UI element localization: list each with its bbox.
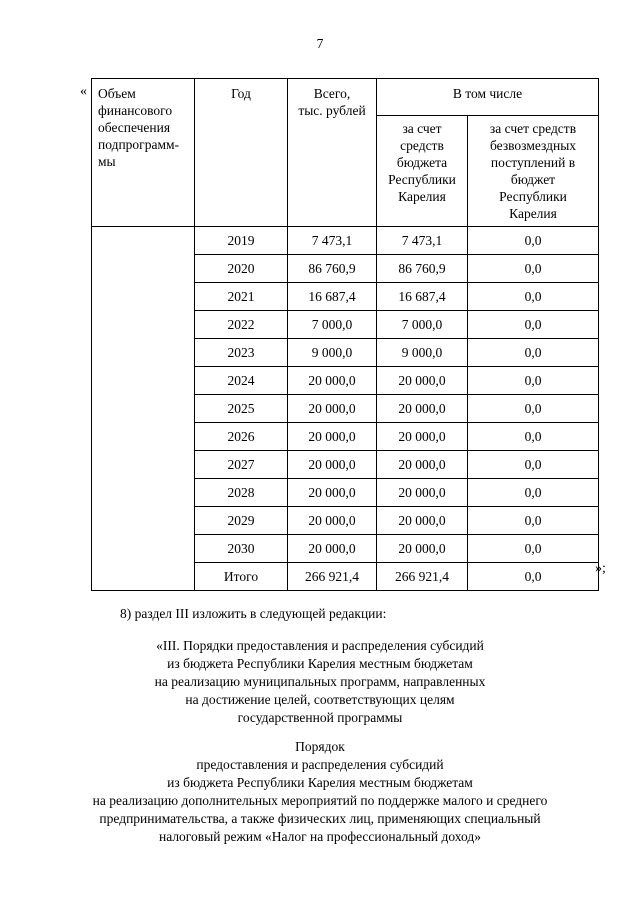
republic-budget-cell: 20 000,0	[377, 395, 468, 423]
total-header: Всего, тыс. рублей	[288, 79, 377, 227]
republic-budget-cell: 7 000,0	[377, 311, 468, 339]
total-cell: 7 473,1	[288, 227, 377, 255]
table-header-row	[92, 79, 599, 116]
total-cell: 266 921,4	[288, 563, 377, 591]
grants-cell: 0,0	[468, 451, 599, 479]
total-cell: 20 000,0	[288, 423, 377, 451]
funding-volume-body-cell	[92, 227, 195, 591]
grants-cell: 0,0	[468, 255, 599, 283]
grants-cell: 0,0	[468, 563, 599, 591]
year-cell: 2019	[195, 227, 288, 255]
year-header: Год	[195, 79, 288, 227]
closing-quote: »;	[595, 561, 606, 576]
total-cell: 86 760,9	[288, 255, 377, 283]
grants-cell: 0,0	[468, 479, 599, 507]
total-cell: 20 000,0	[288, 367, 377, 395]
republic-budget-cell: 86 760,9	[377, 255, 468, 283]
year-cell: 2026	[195, 423, 288, 451]
republic-budget-cell: 20 000,0	[377, 451, 468, 479]
year-cell: 2028	[195, 479, 288, 507]
grants-cell: 0,0	[468, 395, 599, 423]
year-cell: 2025	[195, 395, 288, 423]
year-cell: 2022	[195, 311, 288, 339]
year-cell: 2024	[195, 367, 288, 395]
republic-budget-cell: 9 000,0	[377, 339, 468, 367]
year-cell: 2023	[195, 339, 288, 367]
year-cell: 2020	[195, 255, 288, 283]
year-cell: Итого	[195, 563, 288, 591]
table-row	[92, 227, 599, 255]
procedure-heading: Порядок предоставления и распределения субсидий из бюджета Республики Карелия местным бюджетам на реализацию дополнительных мероприятий по поддержке малого и среднего предпринимательства, а также физических лиц, применяющих специальный налоговый режим «Налог на профессиональный доход»	[92, 739, 548, 844]
year-cell: 2030	[195, 535, 288, 563]
including-group-header: В том числе	[377, 79, 599, 116]
funding-volume-header: Объем финансового обеспечения подпрограмм- мы	[92, 79, 195, 227]
total-cell: 7 000,0	[288, 311, 377, 339]
financing-table	[91, 78, 599, 591]
year-cell: 2021	[195, 283, 288, 311]
total-cell: 20 000,0	[288, 535, 377, 563]
republic-budget-header: за счет средств бюджета Республики Карелия	[377, 116, 468, 227]
republic-budget-cell: 16 687,4	[377, 283, 468, 311]
republic-budget-cell: 7 473,1	[377, 227, 468, 255]
total-cell: 20 000,0	[288, 451, 377, 479]
grants-cell: 0,0	[468, 535, 599, 563]
grants-cell: 0,0	[468, 339, 599, 367]
grants-header: за счет средств безвозмездных поступлений в бюджет Республики Карелия	[468, 116, 599, 227]
year-cell: 2029	[195, 507, 288, 535]
opening-quote: «	[80, 84, 87, 99]
grants-cell: 0,0	[468, 423, 599, 451]
section-heading: «III. Порядки предоставления и распределения субсидий из бюджета Республики Карелия местным бюджетам на реализацию муниципальных программ, направленных на достижение целей, соответствующих целям государственной программы	[154, 638, 486, 725]
total-cell: 16 687,4	[288, 283, 377, 311]
republic-budget-cell: 20 000,0	[377, 507, 468, 535]
republic-budget-cell: 20 000,0	[377, 423, 468, 451]
total-cell: 9 000,0	[288, 339, 377, 367]
grants-cell: 0,0	[468, 507, 599, 535]
grants-cell: 0,0	[468, 227, 599, 255]
grants-cell: 0,0	[468, 283, 599, 311]
total-cell: 20 000,0	[288, 479, 377, 507]
paragraph-8: 8) раздел III изложить в следующей редакции:	[120, 606, 387, 621]
republic-budget-cell: 20 000,0	[377, 479, 468, 507]
republic-budget-cell: 266 921,4	[377, 563, 468, 591]
page-number: 7	[316, 36, 324, 51]
grants-cell: 0,0	[468, 367, 599, 395]
total-cell: 20 000,0	[288, 395, 377, 423]
grants-cell: 0,0	[468, 311, 599, 339]
republic-budget-cell: 20 000,0	[377, 367, 468, 395]
republic-budget-cell: 20 000,0	[377, 535, 468, 563]
total-cell: 20 000,0	[288, 507, 377, 535]
year-cell: 2027	[195, 451, 288, 479]
